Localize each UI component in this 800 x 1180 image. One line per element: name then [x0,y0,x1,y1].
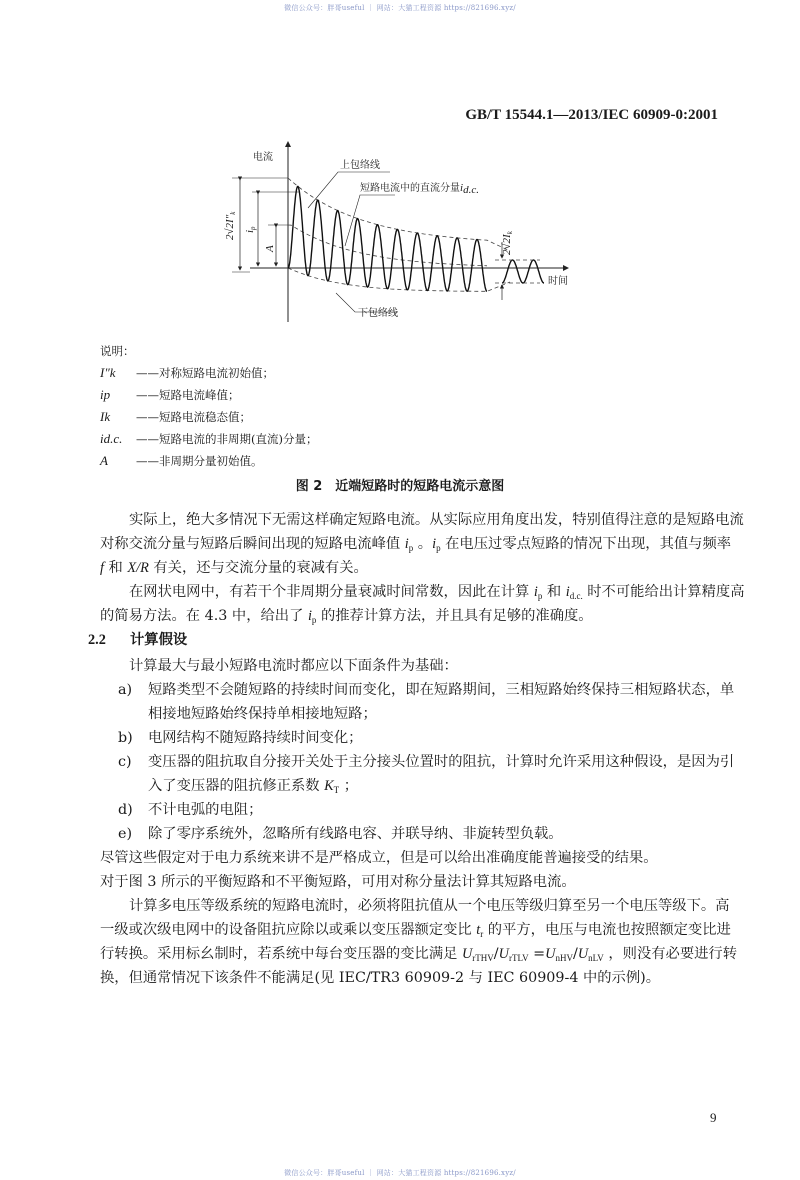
upper-envelope-label: 上包络线 [340,160,380,171]
initial-current-label: 2√2I″k [224,211,237,240]
legend-symbol: Ik [100,409,111,424]
subscript: p [537,591,543,601]
math-symbol: t [476,922,481,938]
text-line [100,774,720,798]
text-line [100,604,720,628]
text-segment: 实际上，绝大多情况下无需这样确定短路电流。从实际应用角度出发，特别值得注意的是短路电流 [129,512,744,528]
subscript: p [436,543,441,553]
standard-code-header: GB/T 15544.1—2013/IEC 60909-0:2001 [465,107,718,123]
text-segment: 时不可能给出计算精度高 [582,584,745,600]
legend-title: 说明： [100,344,135,358]
dc-initial-label: A [264,245,276,252]
text-segment: = [528,946,546,962]
legend-item [100,362,317,384]
text-line [100,702,720,726]
list-marker: e) [118,826,133,842]
legend-item [100,428,317,450]
text-segment: 电网结构不随短路持续时间变化； [148,730,363,746]
math-symbol: U [498,946,509,962]
math-symbol: U [545,946,556,962]
text-line [100,750,735,774]
subscript: p [408,543,414,553]
text-segment: 对称交流分量与短路后瞬间出现的短路电流峰值 [100,536,405,552]
list-marker: d) [118,802,133,818]
dc-component-leader [345,195,395,246]
text-segment: 相接地短路始终保持单相接地短路； [148,706,377,722]
text-line [100,580,745,604]
dc-component-label: 短路电流中的直流分量id.c. [360,182,479,196]
legend-text: ——对称短路电流初始值； [136,366,274,380]
legend-symbol: A [100,453,108,468]
x-axis-label: 时间 [548,276,568,287]
figure-legend [100,341,317,472]
text-segment: 在电压过零点短路的情况下出现，其值与频率 [440,536,732,552]
lower-envelope-line [288,268,510,291]
legend-symbol: ip [100,387,111,402]
text-line [100,870,720,894]
subscript: T [333,785,340,795]
list-marker: a) [118,682,133,698]
math-symbol: U [577,946,589,962]
legend-item [100,384,317,406]
math-symbol: i [404,536,409,552]
math-symbol: f [100,560,104,576]
body-text [88,508,745,990]
subscript: p [311,615,317,625]
steady-current-label: 2√2Ik [501,231,514,255]
section-number: 2.2 [88,632,106,648]
math-symbol: i [533,584,538,600]
legend-text: ——短路电流的非周期(直流)分量； [136,432,318,446]
text-segment: / [572,946,578,962]
dc-component-line [288,225,487,266]
text-segment: 计算假设 [130,632,188,648]
watermark-top: 微信公众号：胖哥useful ｜ 网站：大猫工程资源 https://821696.xyz/ [284,4,516,12]
text-segment: 的推荐计算方法，并且具有足够的准确度。 [316,608,593,624]
peak-current-label: ip [244,226,257,233]
math-symbol: i [432,536,437,552]
math-symbol: X/R [127,560,149,576]
math-symbol: U [461,946,473,962]
section-heading [88,628,720,654]
text-segment: 。 [413,536,433,552]
text-line [100,918,731,942]
y-axis-label: 电流 [253,152,273,163]
text-line [100,556,720,580]
text-line [100,942,738,966]
text-segment: 和 [542,584,566,600]
legend-item [100,450,317,472]
text-segment: ，则没有必要进行转 [603,946,738,962]
text-line [100,508,744,532]
legend-text: ——短路电流峰值； [136,388,240,402]
text-segment: 换，但通常情况下该条件不能满足(见 IEC/TR3 60909-2 与 IEC 60909-4 中的示例)。 [100,970,661,986]
text-segment: 的平方，电压与电流也按照额定变比进 [483,922,731,938]
current-waveform [288,186,487,291]
text-segment: 除了零序系统外，忽略所有线路电容、并联导纳、非旋转型负载。 [148,826,563,842]
text-segment: 一级或次级电网中的设备阻抗应除以或乘以变压器额定变比 [100,922,477,938]
text-line [100,846,720,870]
list-marker: b) [118,730,133,746]
text-segment: 有关，还与交流分量的衰减有关。 [148,560,368,576]
text-line [100,654,720,678]
short-circuit-current-figure [220,130,600,330]
list-marker: c) [118,754,132,770]
text-line [100,726,720,750]
text-line [100,822,720,846]
text-segment: 和 [103,560,128,576]
watermark-bottom: 微信公众号：胖哥useful ｜ 网站：大猫工程资源 https://821696.xyz/ [284,1169,516,1177]
text-segment: 入了变压器的阻抗修正系数 [148,778,325,794]
text-segment: ； [339,778,358,794]
text-line [100,894,730,918]
text-segment: 计算多电压等级系统的短路电流时，必须将阻抗值从一个电压等级归算至另一个电压等级下。高 [129,898,730,914]
text-line [100,532,732,556]
legend-text: ——非周期分量初始值。 [136,454,263,468]
text-segment: 在网状电网中，有若干个非周期分量衰减时间常数，因此在计算 [129,584,534,600]
subscript: d.c. [569,591,583,601]
text-segment: 计算最大与最小短路电流时都应以下面条件为基础： [129,658,458,674]
subscript: rTLV [508,953,529,963]
math-symbol: i [307,608,312,624]
legend-text: ——短路电流稳态值； [136,410,251,424]
steady-state-waveform [502,260,544,283]
legend-symbol: id.c. [100,431,123,446]
lower-envelope-label: 下包络线 [358,308,398,319]
text-line [100,678,735,702]
subscript: r [480,929,484,939]
text-line [100,798,720,822]
text-segment: 的简易方法。在 4.3 中，给出了 [100,608,308,624]
text-segment: 对于图 3 所示的平衡短路和不平衡短路，可用对称分量法计算其短路电流。 [100,874,576,890]
subscript: nLV [588,953,604,963]
text-segment: 行转换。采用标幺制时，若系统中每台变压器的变比满足 [100,946,462,962]
text-segment: 尽管这些假定对于电力系统来讲不是严格成立，但是可以给出准确度能普遍接受的结果。 [100,850,658,866]
text-line [100,966,720,990]
legend-symbol: I″k [100,365,116,380]
math-symbol: i [565,584,570,600]
text-segment: 变压器的阻抗取自分接开关处于主分接头位置时的阻抗，计算时允许采用这种假设，是因为引 [148,754,735,770]
subscript: rTHV [472,953,494,963]
subscript: nHV [555,953,573,963]
page-number: 9 [710,1110,717,1125]
text-segment: 短路类型不会随短路的持续时间而变化，即在短路期间，三相短路始终保持三相短路状态，单 [148,682,735,698]
text-segment: 不计电弧的电阻； [148,802,263,818]
legend-item [100,406,317,428]
math-symbol: K [324,778,334,794]
figure-caption: 图 2 近端短路时的短路电流示意图 [295,479,505,494]
text-segment: / [493,946,499,962]
